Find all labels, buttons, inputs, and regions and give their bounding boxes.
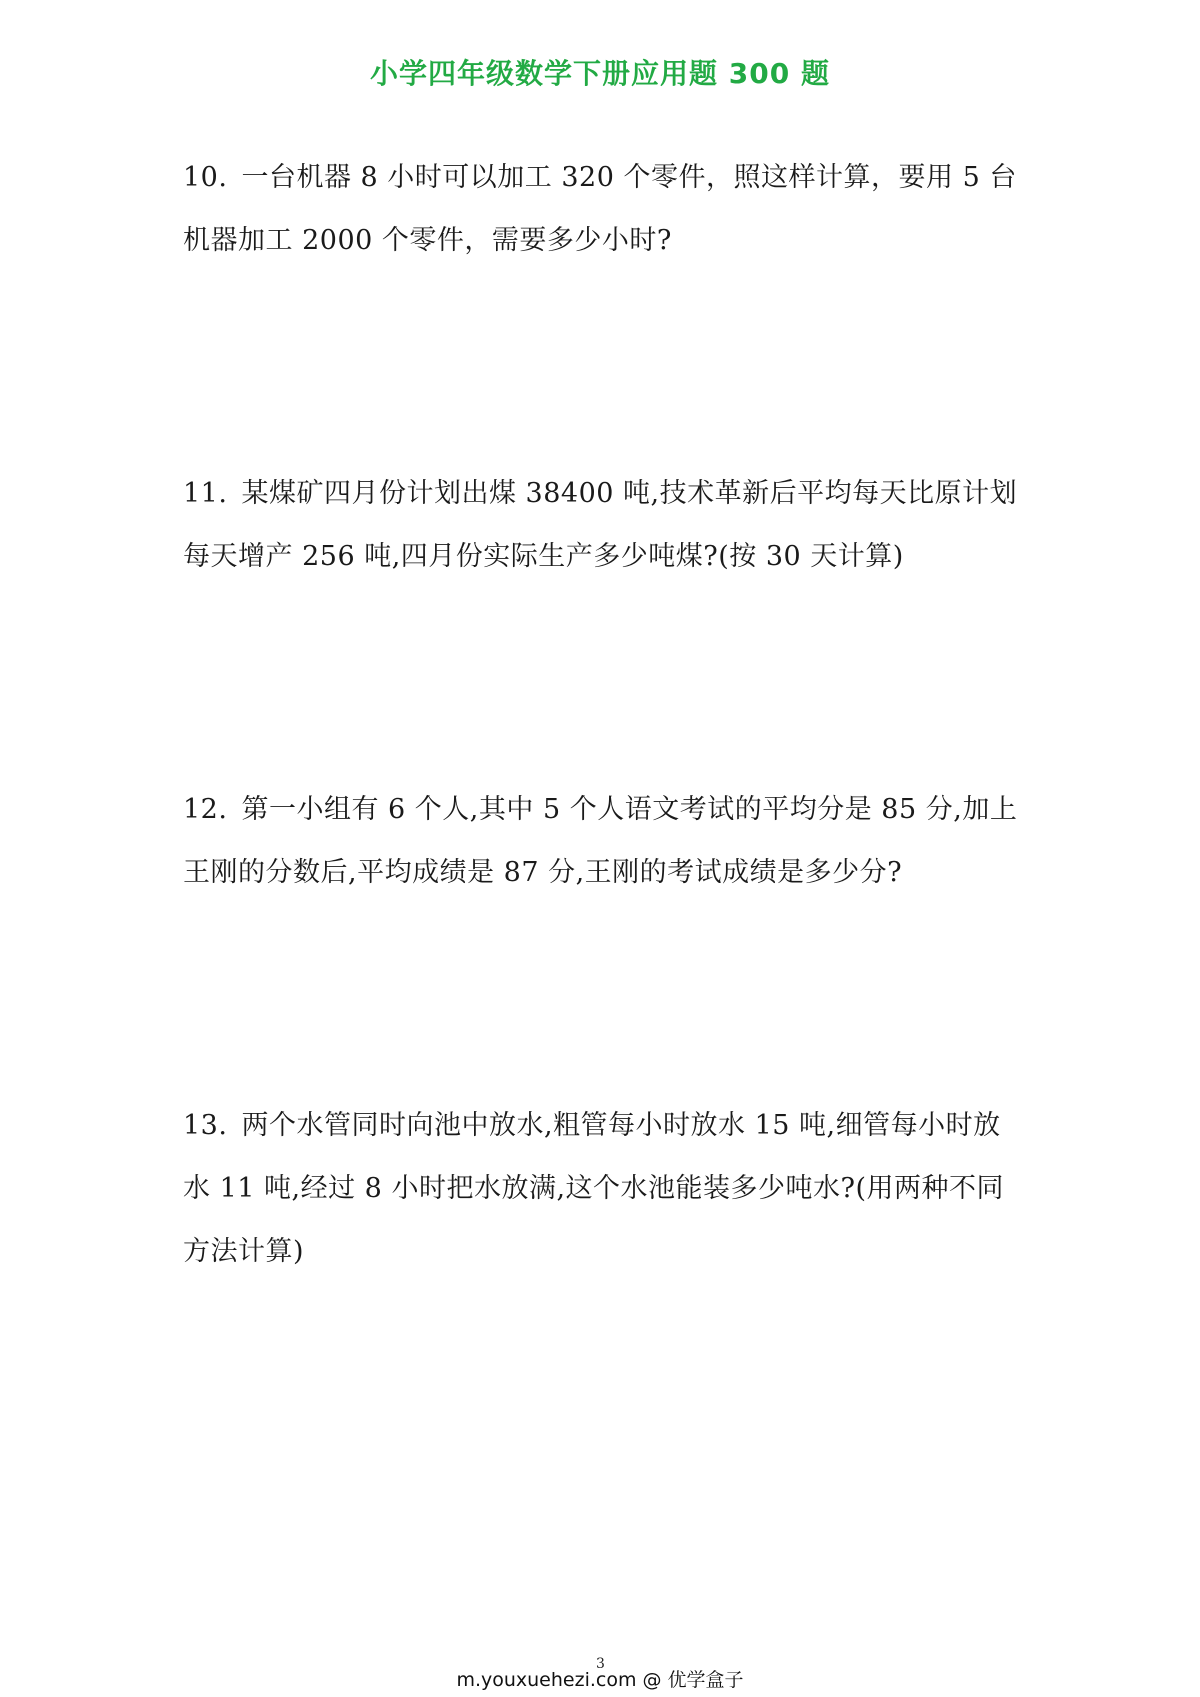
page-number: 3 — [596, 1656, 605, 1672]
problem-number: 10. — [183, 162, 228, 193]
problem-number: 12. — [183, 794, 228, 825]
problem-text: 一台机器 8 小时可以加工 320 个零件，照这样计算，要用 5 台机器加工 2000 个零件，需要多少小时? — [183, 162, 1017, 256]
problem-12 — [183, 778, 1023, 904]
problem-text: 第一小组有 6 个人,其中 5 个人语文考试的平均分是 85 分,加上王刚的分数后,平均成绩是 87 分,王刚的考试成绩是多少分? — [183, 794, 1018, 888]
problem-number: 13. — [183, 1110, 228, 1141]
problem-11 — [183, 462, 1023, 588]
problem-text: 某煤矿四月份计划出煤 38400 吨,技术革新后平均每天比原计划每天增产 256 吨,四月份实际生产多少吨煤?(按 30 天计算) — [183, 478, 1018, 572]
page-title: 小学四年级数学下册应用题 300 题 — [370, 57, 830, 90]
problem-text: 两个水管同时向池中放水,粗管每小时放水 15 吨,细管每小时放水 11 吨,经过 8 小时把水放满,这个水池能装多少吨水?(用两种不同方法计算) — [183, 1110, 1005, 1267]
problem-10 — [183, 146, 1023, 272]
footer-source: m.youxuehezi.com @ 优学盒子 — [456, 1669, 744, 1691]
problem-number: 11. — [183, 478, 228, 509]
problem-13 — [183, 1094, 1023, 1283]
